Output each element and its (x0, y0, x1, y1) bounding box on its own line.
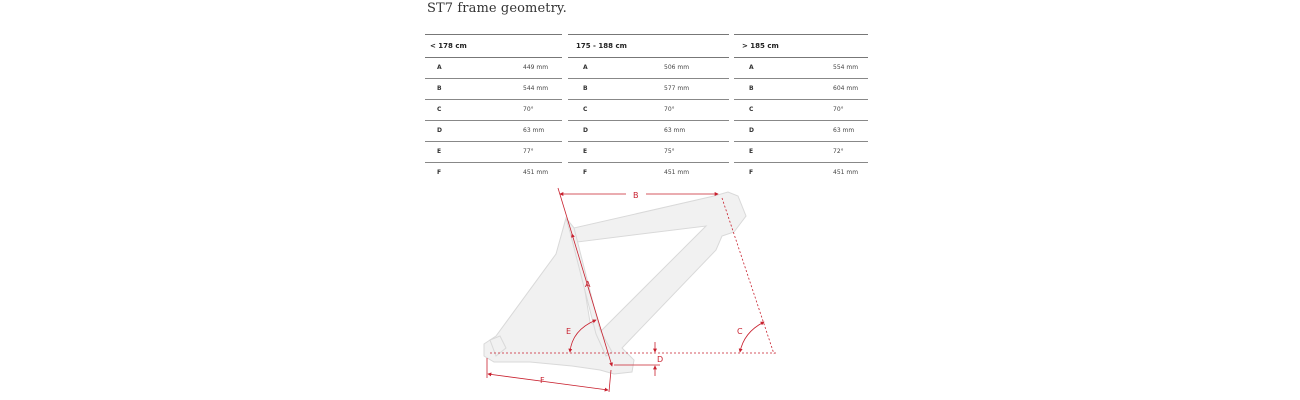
row-label: B (437, 85, 442, 92)
row-value: 63 mm (833, 127, 855, 134)
frame-body (484, 192, 746, 374)
dim-label-b: B (633, 191, 639, 200)
row-value: 70° (523, 106, 534, 113)
dim-label-a: A (585, 280, 591, 289)
row-label: D (749, 127, 754, 134)
row-value: 72° (833, 148, 844, 155)
row-label: D (437, 127, 442, 134)
row-value: 554 mm (833, 64, 859, 71)
row-label: F (437, 169, 442, 176)
row-value: 63 mm (523, 127, 545, 134)
row-label: C (583, 106, 588, 113)
row-value: 544 mm (523, 85, 549, 92)
page-title: ST7 frame geometry. (427, 1, 567, 16)
row-label: F (749, 169, 754, 176)
bike-frame-silhouette (484, 192, 746, 374)
dim-label-e: E (566, 327, 572, 336)
row-value: 506 mm (664, 64, 690, 71)
table-header: < 178 cm (425, 34, 562, 58)
table-header: 175 - 188 cm (568, 34, 729, 58)
dim-f-line (488, 374, 608, 390)
row-value: 451 mm (523, 169, 549, 176)
row-label: A (749, 64, 754, 71)
row-value: 63 mm (664, 127, 686, 134)
row-label: B (583, 85, 588, 92)
table-header: > 185 cm (734, 34, 868, 58)
row-value: 70° (664, 106, 675, 113)
dim-label-c: C (737, 327, 743, 336)
row-label: D (583, 127, 588, 134)
dim-c-arc (740, 322, 764, 352)
row-label: F (583, 169, 588, 176)
row-label: E (583, 148, 588, 155)
dim-label-d: D (657, 355, 664, 364)
row-label: A (583, 64, 588, 71)
row-label: C (437, 106, 442, 113)
dim-c-headtube-axis (722, 198, 774, 354)
row-value: 449 mm (523, 64, 549, 71)
row-label: E (749, 148, 754, 155)
row-value: 77° (523, 148, 534, 155)
row-value: 451 mm (833, 169, 859, 176)
row-value: 75° (664, 148, 675, 155)
row-label: B (749, 85, 754, 92)
row-value: 577 mm (664, 85, 690, 92)
row-value: 604 mm (833, 85, 859, 92)
row-value: 451 mm (664, 169, 690, 176)
row-label: E (437, 148, 442, 155)
row-value: 70° (833, 106, 844, 113)
row-label: C (749, 106, 754, 113)
row-label: A (437, 64, 442, 71)
dim-label-f: F (540, 376, 545, 385)
